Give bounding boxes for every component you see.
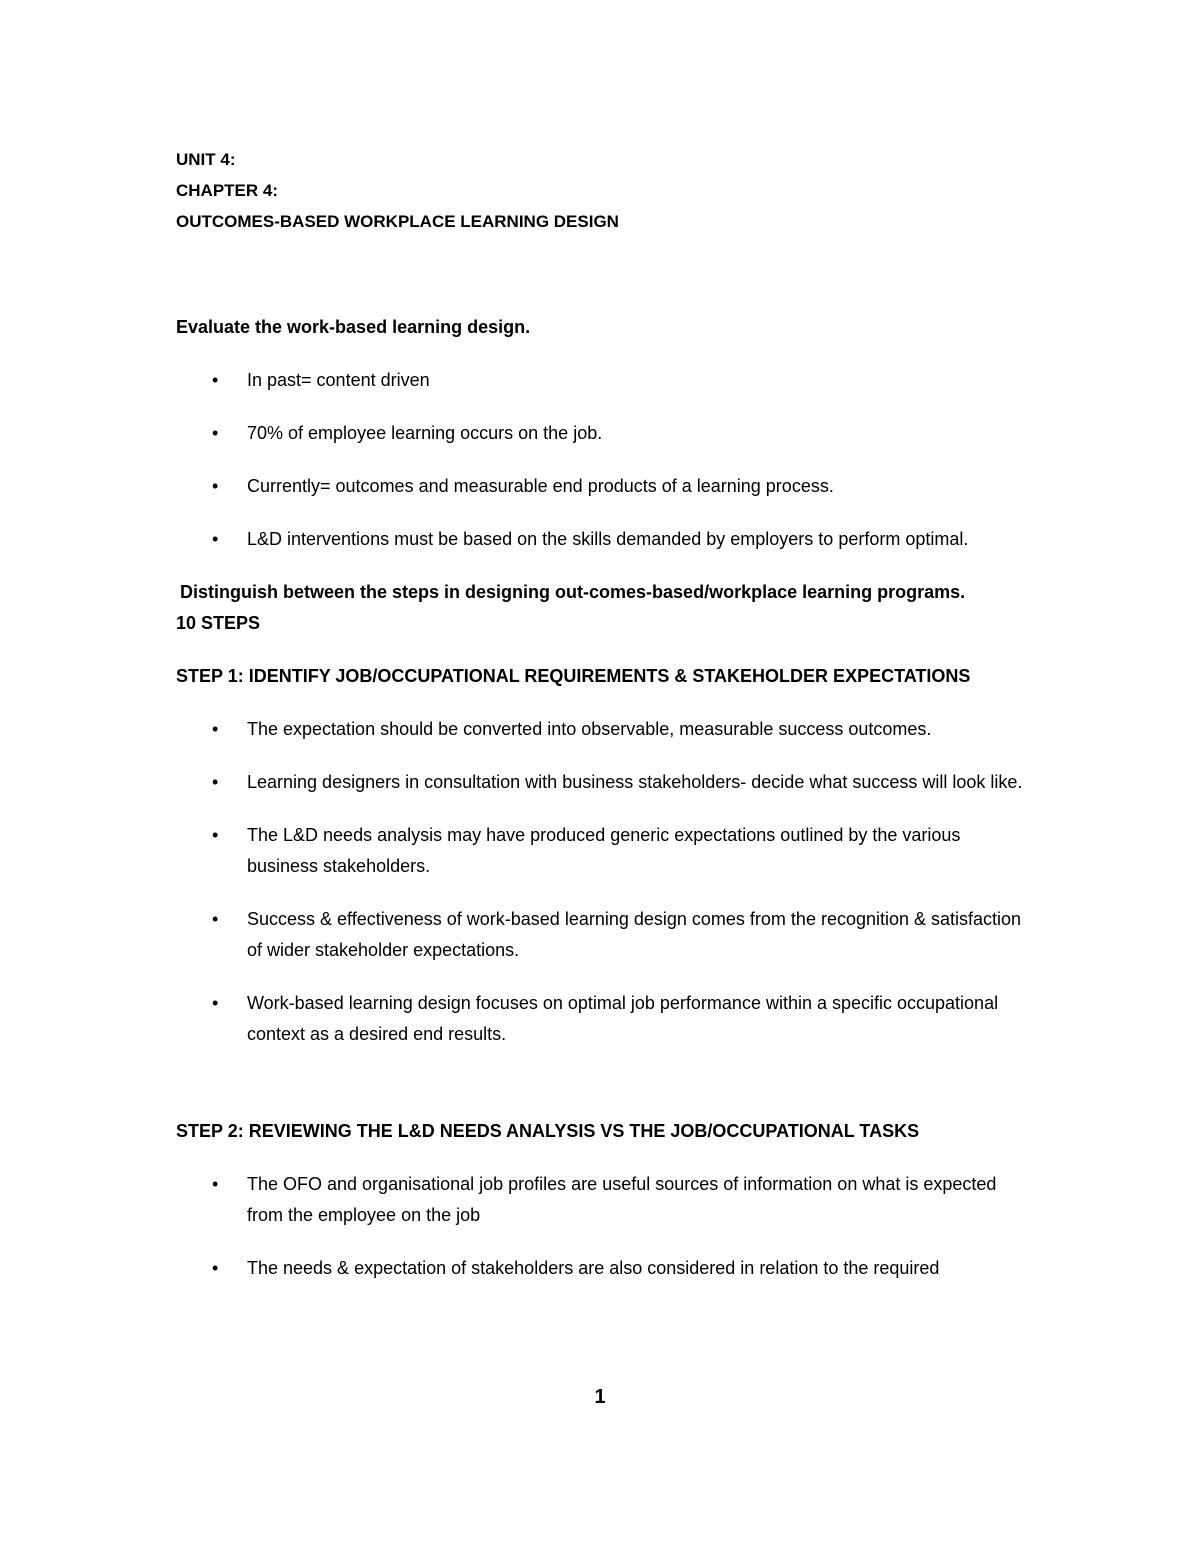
chapter-title: OUTCOMES-BASED WORKPLACE LEARNING DESIGN <box>176 212 619 231</box>
list-item-text: Learning designers in consultation with business stakeholders- decide what success will look like. <box>247 772 1023 792</box>
list-item <box>176 988 1036 1050</box>
evaluate-list <box>176 365 1036 555</box>
step2-list <box>176 1169 1036 1284</box>
steps-count: 10 STEPS <box>176 613 261 633</box>
bullet-icon: • <box>212 719 219 739</box>
list-item-text: The needs & expectation of stakeholders are also considered in relation to the required <box>247 1258 940 1278</box>
distinguish-block <box>176 577 1036 639</box>
list-item <box>176 1253 1036 1284</box>
evaluate-heading: Evaluate the work-based learning design. <box>176 317 531 337</box>
list-item <box>176 767 1036 798</box>
list-item-text: Currently= outcomes and measurable end products of a learning process. <box>247 476 834 496</box>
list-item-text: In past= content driven <box>247 370 430 390</box>
bullet-icon: • <box>212 993 219 1013</box>
bullet-icon: • <box>212 909 219 929</box>
unit-label: UNIT 4: <box>176 150 236 169</box>
bullet-icon: • <box>212 772 219 792</box>
list-item <box>176 904 1036 966</box>
bullet-icon: • <box>212 1258 219 1278</box>
distinguish-heading: Distinguish between the steps in designing out-comes-based/workplace learning programs. <box>180 582 966 602</box>
bullet-icon: • <box>212 476 219 496</box>
bullet-icon: • <box>212 370 219 390</box>
list-item <box>176 1169 1036 1231</box>
step2-heading: STEP 2: REVIEWING THE L&D NEEDS ANALYSIS VS THE JOB/OCCUPATIONAL TASKS <box>176 1121 920 1141</box>
list-item <box>176 524 1036 555</box>
page-number: 1 <box>594 1386 606 1408</box>
list-item-text: Work-based learning design focuses on optimal job performance within a specific occupational context as a desired end results. <box>247 993 999 1044</box>
list-item <box>176 365 1036 396</box>
bullet-icon: • <box>212 1174 219 1194</box>
list-item <box>176 820 1036 882</box>
title-block <box>176 144 1036 237</box>
list-item-text: The L&D needs analysis may have produced generic expectations outlined by the various business stakeholders. <box>247 825 961 876</box>
list-item-text: L&D interventions must be based on the skills demanded by employers to perform optimal. <box>247 529 969 549</box>
list-item-text: The OFO and organisational job profiles are useful sources of information on what is expected from the employee on the job <box>247 1174 997 1225</box>
spacer <box>176 1072 1036 1116</box>
list-item <box>176 714 1036 745</box>
list-item <box>176 418 1036 449</box>
page-content <box>176 144 1036 1306</box>
bullet-icon: • <box>212 423 219 443</box>
bullet-icon: • <box>212 529 219 549</box>
list-item <box>176 471 1036 502</box>
list-item-text: Success & effectiveness of work-based learning design comes from the recognition & satisfaction of wider stakeholder expectations. <box>247 909 1022 960</box>
step1-list <box>176 714 1036 1050</box>
list-item-text: 70% of employee learning occurs on the job. <box>247 423 603 443</box>
chapter-label: CHAPTER 4: <box>176 181 279 200</box>
bullet-icon: • <box>212 825 219 845</box>
list-item-text: The expectation should be converted into observable, measurable success outcomes. <box>247 719 932 739</box>
step1-heading: STEP 1: IDENTIFY JOB/OCCUPATIONAL REQUIREMENTS & STAKEHOLDER EXPECTATIONS <box>176 666 971 686</box>
